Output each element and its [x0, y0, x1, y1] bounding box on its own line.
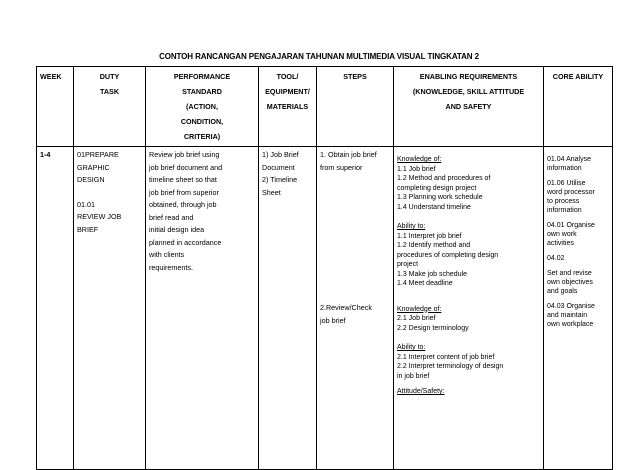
header-steps: STEPS — [317, 67, 394, 147]
header-performance: PERFORMANCE STANDARD (ACTION, CONDITION, CRITERIA) — [146, 67, 259, 147]
cell-duty-task: 01PREPARE GRAPHIC DESIGN 01.01 REVIEW JOB BRIEF — [74, 147, 146, 470]
page-title: CONTOH RANCANGAN PENGAJARAN TAHUNAN MULTIMEDIA VISUAL TINGKATAN 2 — [159, 52, 479, 61]
header-row — [37, 67, 613, 147]
knowledge-heading: Knowledge of: — [397, 156, 442, 163]
cell-enabling-requirements: Knowledge of: 1.1 Job brief 1.2 Method and procedures of completing design project 1.3 Planning work schedule 1.4 Understand timeline Ability to: 1.1 Interpret job brief 1.2 Identify method and procedures of completing design project 1.3 Make job schedule 1.4 Meet deadline Knowledge of: 2.1 Job brief 2.2 Design terminology Ability to: 2.1 Interpret content of job brief 2.2 Interpret terminology of design in job brief Attitude/Safety: — [394, 147, 544, 470]
table-row — [37, 147, 613, 470]
knowledge-heading-2: Knowledge of: — [397, 305, 442, 313]
header-core-ability: CORE ABILITY — [544, 67, 613, 147]
teaching-plan-table — [36, 66, 613, 470]
attitude-heading: Attitude/Safety: — [397, 388, 445, 395]
cell-performance-standard: Review job brief using job brief document and timeline sheet so that job brief from superior obtained, through job brief read and initial design idea planned in accordance with clients requirements. — [146, 147, 259, 470]
header-week: WEEK — [37, 67, 74, 147]
header-tool: TOOL/ EQUIPMENT/ MATERIALS — [259, 67, 317, 147]
header-duty: DUTY TASK — [74, 67, 146, 147]
cell-steps: 1. Obtain job brief from superior 2.Review/Check job brief — [317, 147, 394, 470]
cell-week: 1-4 — [37, 147, 74, 470]
cell-core-ability: 01.04 Analyse information 01.06 Utilise word processor to process information 04.01 Organise own work activities 04.02 Set and revise own objectives and goals 04.03 Organise and maintain own workplace — [544, 147, 613, 470]
ability-heading-2: Ability to: — [397, 344, 426, 351]
cell-tool-equipment: 1) Job Brief Document 2) Timeline Sheet — [259, 147, 317, 470]
ability-heading: Ability to: — [397, 223, 426, 230]
header-enabling: ENABLING REQUIREMENTS (KNOWLEDGE, SKILL ATTITUDE AND SAFETY — [394, 67, 544, 147]
